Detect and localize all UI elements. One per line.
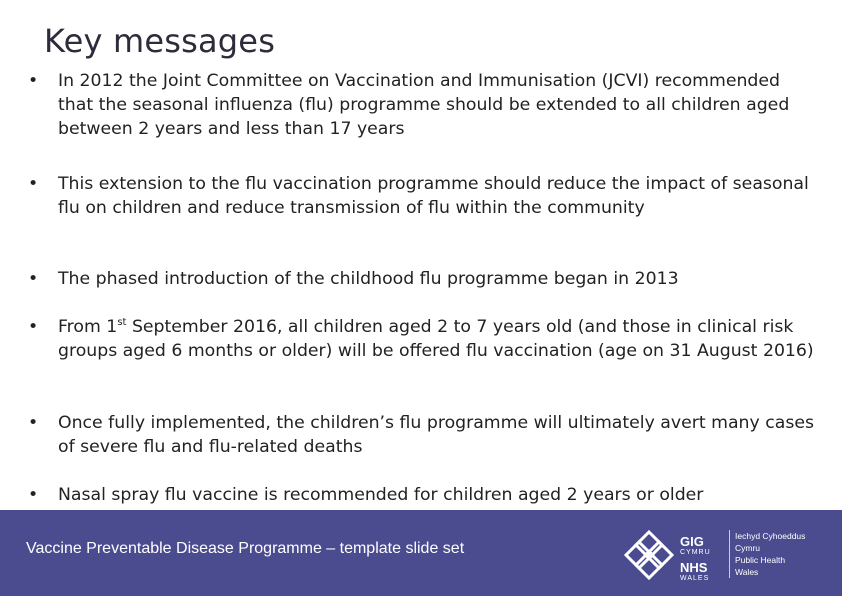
public-health-wales-logo: [622, 524, 832, 584]
footer-text: Vaccine Preventable Disease Programme – template slide set: [26, 540, 465, 557]
org-name-line: Wales: [735, 567, 759, 577]
bullet-marker: •: [28, 71, 39, 91]
bullet-item: [28, 315, 818, 363]
bullet-text: Once fully implemented, the children’s flu programme will ultimately avert many cases of severe flu and flu-related deaths: [58, 413, 814, 458]
org-nhs: NHS: [680, 560, 708, 575]
bullet-item: [28, 411, 818, 459]
celtic-knot-icon: [622, 528, 676, 582]
bullet-marker: •: [28, 485, 39, 505]
slide-title: Key messages: [44, 22, 276, 60]
org-gig: GIG: [680, 534, 704, 549]
bullet-marker: •: [28, 269, 39, 289]
bullet-text: In 2012 the Joint Committee on Vaccination and Immunisation (JCVI) recommended that the seasonal influenza (flu) programme should be extended to all children aged between 2 years and less than 17 years: [58, 71, 790, 140]
bullet-text: The phased introduction of the childhood flu programme began in 2013: [58, 269, 679, 289]
bullet-marker: •: [28, 317, 39, 337]
bullet-item: [28, 172, 818, 220]
footer-bar: [0, 510, 842, 596]
ordinal-superscript: st: [117, 317, 127, 329]
nhs-wales-wordmark: [680, 536, 711, 584]
org-cymru: CYMRU: [680, 549, 711, 556]
bullet-marker: •: [28, 174, 39, 194]
bullet-item: [28, 483, 818, 507]
bullet-text: Nasal spray flu vaccine is recommended for children aged 2 years or older: [58, 485, 704, 505]
org-name-line: Cymru: [735, 543, 761, 553]
logo-divider: [729, 530, 730, 578]
bullet-item: [28, 267, 818, 291]
bullet-text-start: From 1: [58, 317, 118, 337]
org-name-line: Iechyd Cyhoeddus: [735, 531, 806, 541]
org-name-line: Public Health: [735, 555, 786, 565]
bullet-text-end: September 2016, all children aged 2 to 7 years old (and those in clinical risk groups aged 6 months or older) will be offered flu vaccination (age on 31 August 2016): [58, 317, 814, 362]
org-wales: WALES: [680, 575, 710, 582]
bullet-marker: •: [28, 413, 39, 433]
bullet-text: [58, 315, 818, 363]
bullet-text: This extension to the flu vaccination programme should reduce the impact of seasonal flu on children and reduce transmission of flu within the community: [58, 174, 809, 219]
bullet-item: [28, 69, 818, 142]
organisation-name: [735, 530, 805, 578]
